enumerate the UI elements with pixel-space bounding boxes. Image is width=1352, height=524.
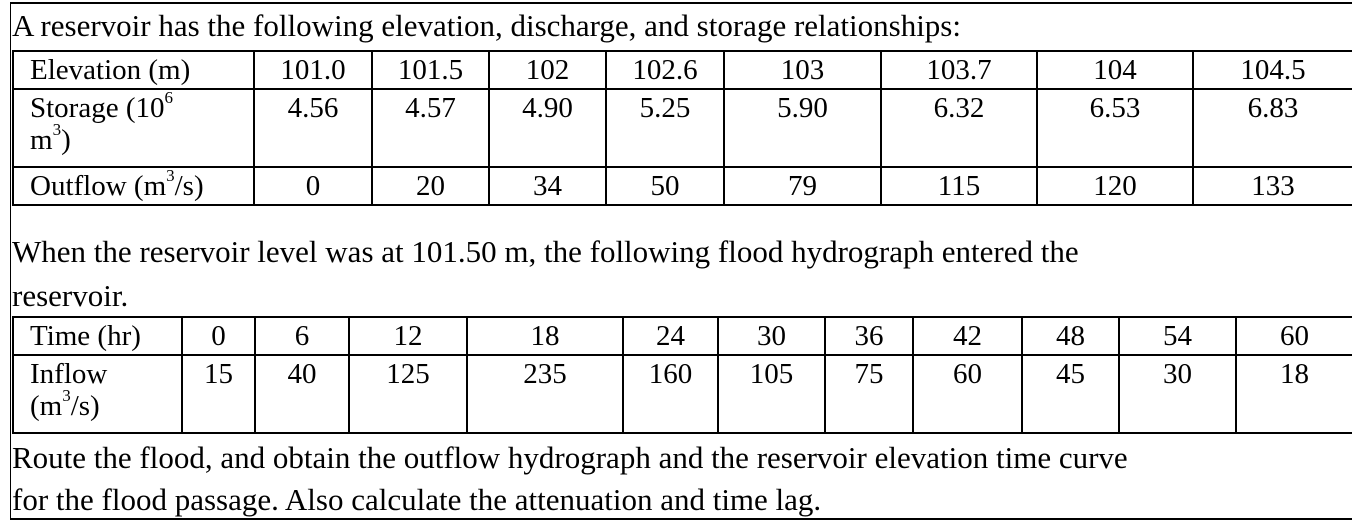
time-cell: 48 [1022,317,1119,355]
outflow-cell: 115 [881,167,1037,205]
inflow-cell: 40 [255,355,349,433]
inflow-cell: 160 [623,355,718,433]
time-cell: 42 [913,317,1022,355]
question-line2: for the flood passage. Also calculate the attenuation and time lag. [12,482,822,517]
storage-cell: 4.56 [254,89,372,167]
inflow-cell: 18 [1236,355,1352,433]
storage-cell: 4.90 [489,89,606,167]
question-line1: Route the flood, and obtain the outflow hydrograph and the reservoir elevation time curve [12,440,1128,475]
time-cell: 36 [825,317,913,355]
elevation-cell: 104.5 [1193,51,1352,89]
storage-cell: 5.25 [606,89,724,167]
outflow-label [13,167,254,205]
time-cell: 60 [1236,317,1352,355]
inflow-cell: 30 [1119,355,1236,433]
inflow-label-exponent: 3 [62,386,71,406]
time-cell: 12 [349,317,467,355]
intro-text: A reservoir has the following elevation, discharge, and storage relationships: [12,8,961,43]
outflow-label-tail: /s) [174,170,204,202]
time-cell: 6 [255,317,349,355]
outflow-cell: 79 [724,167,881,205]
inflow-cell: 75 [825,355,913,433]
inflow-cell: 125 [349,355,467,433]
storage-cell: 6.32 [881,89,1037,167]
elevation-cell: 104 [1037,51,1193,89]
elevation-label: Elevation (m) [13,51,254,89]
storage-cell: 4.57 [372,89,489,167]
inflow-cell: 235 [467,355,623,433]
time-row [13,317,1352,355]
outflow-cell: 34 [489,167,606,205]
time-cell: 18 [467,317,623,355]
inflow-hydrograph-table [12,316,1352,434]
storage-cell: 5.90 [724,89,881,167]
elevation-cell: 102 [489,51,606,89]
outflow-cell: 0 [254,167,372,205]
storage-label [13,89,254,167]
storage-label-tail: ) [61,124,71,156]
storage-row [13,89,1352,167]
storage-label-unit: m [30,124,53,156]
elevation-cell: 103 [724,51,881,89]
inflow-label-tail: /s) [70,390,100,422]
inflow-label-unit: (m [30,390,63,422]
inflow-label-main: Inflow [30,358,108,390]
inflow-cell: 45 [1022,355,1119,433]
inflow-cell: 60 [913,355,1022,433]
time-cell: 24 [623,317,718,355]
elevation-storage-outflow-table [12,50,1352,206]
time-label: Time (hr) [13,317,182,355]
inflow-cell: 15 [182,355,255,433]
time-cell: 0 [182,317,255,355]
outflow-cell: 50 [606,167,724,205]
outflow-cell: 20 [372,167,489,205]
storage-cell: 6.83 [1193,89,1352,167]
storage-label-main: Storage (10 [30,92,165,124]
time-cell: 30 [718,317,825,355]
outflow-cell: 133 [1193,167,1352,205]
elevation-cell: 102.6 [606,51,724,89]
inflow-row [13,355,1352,433]
outflow-cell: 120 [1037,167,1193,205]
storage-cell: 6.53 [1037,89,1193,167]
elevation-row [13,51,1352,89]
elevation-cell: 101.0 [254,51,372,89]
time-cell: 54 [1119,317,1236,355]
outflow-label-main: Outflow (m [30,170,167,202]
outflow-label-exponent: 3 [166,166,175,186]
elevation-cell: 101.5 [372,51,489,89]
outflow-row [13,167,1352,205]
hydrograph-intro-line1: When the reservoir level was at 101.50 m, the following flood hydrograph entered the [12,234,1079,269]
storage-label-exponent: 6 [164,88,173,108]
elevation-cell: 103.7 [881,51,1037,89]
inflow-label [13,355,182,433]
storage-label-unit-exponent: 3 [52,120,62,140]
hydrograph-intro-line2: reservoir. [12,278,129,313]
inflow-cell: 105 [718,355,825,433]
